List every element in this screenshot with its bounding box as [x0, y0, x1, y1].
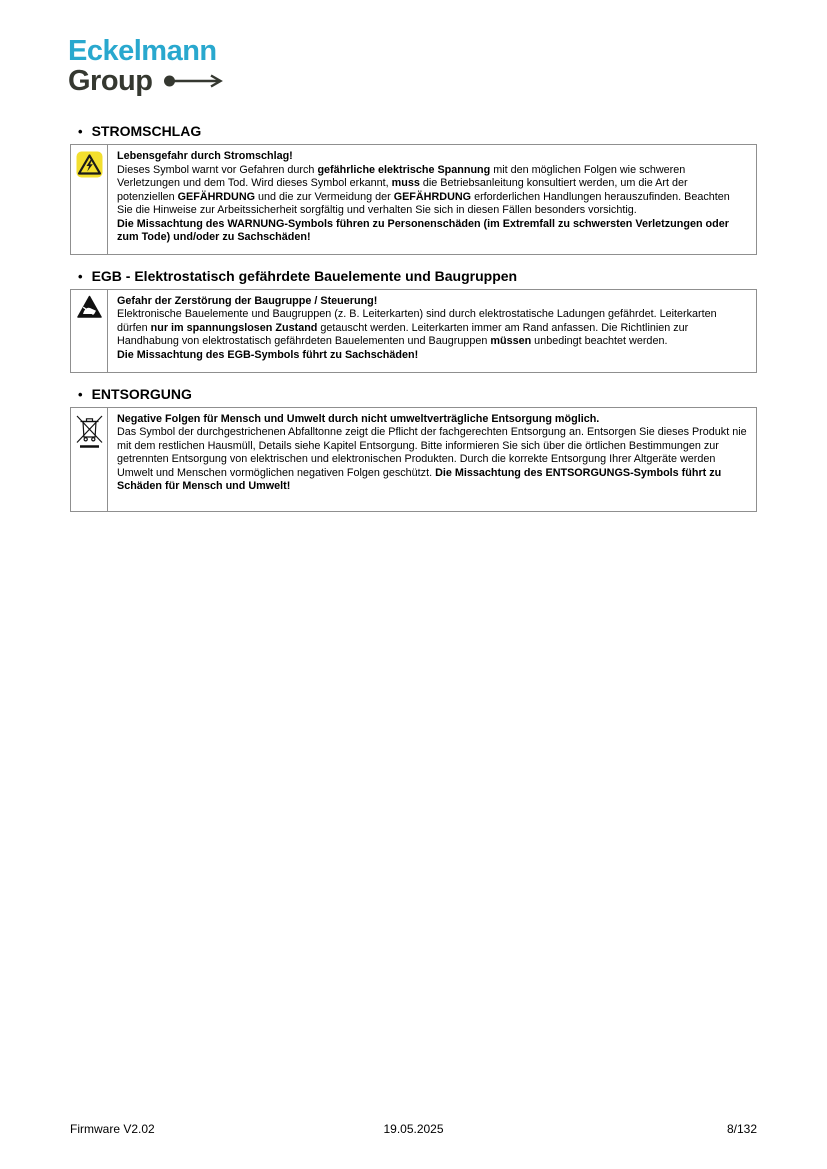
warning-consequence: Die Missachtung des WARNUNG-Symbols führen zu Personenschäden (im Extremfall zu schwersten Verletzungen oder zum Tode) und/oder zu Sachschäden! — [117, 217, 729, 243]
section-stromschlag — [70, 123, 757, 255]
warning-text — [108, 290, 756, 372]
warning-icon-cell — [71, 290, 108, 372]
warning-title: Negative Folgen für Mensch und Umwelt durch nicht umweltverträgliche Entsorgung möglich. — [117, 412, 600, 425]
warning-title: Lebensgefahr durch Stromschlag! — [117, 150, 293, 162]
warning-box-entsorgung — [70, 407, 757, 512]
section-entsorgung — [70, 386, 757, 512]
warning-title: Gefahr der Zerstörung der Baugruppe / Steuerung! — [117, 294, 378, 307]
page-content — [70, 0, 757, 512]
company-logo — [68, 36, 757, 96]
weee-crossed-bin-icon — [75, 413, 104, 450]
bullet: • — [78, 124, 83, 139]
warning-box-egb — [70, 289, 757, 373]
bullet: • — [78, 386, 83, 402]
bullet: • — [78, 268, 83, 284]
warning-consequence: Die Missachtung des EGB-Symbols führt zu Sachschäden! — [117, 348, 419, 361]
footer-date: 19.05.2025 — [383, 1122, 444, 1136]
warning-icon-cell — [71, 145, 108, 254]
logo-arrow-icon — [163, 73, 225, 89]
section-title: EGB - Elektrostatisch gefährdete Bauelemente und Baugruppen — [91, 267, 518, 284]
section-heading-entsorgung — [70, 386, 757, 402]
warning-icon-cell — [71, 408, 108, 511]
logo-text-eckelmann: Eckelmann — [68, 35, 217, 67]
section-title: STROMSCHLAG — [91, 123, 202, 139]
section-egb — [70, 268, 757, 373]
footer-page-number: 8/132 — [726, 1122, 757, 1136]
esd-warning-icon — [77, 295, 102, 319]
section-heading-egb — [70, 268, 757, 284]
section-title: ENTSORGUNG — [91, 385, 192, 402]
warning-text — [108, 408, 756, 511]
logo-text-group: Group — [68, 65, 153, 97]
footer-firmware-version: Firmware V2.02 — [70, 1122, 155, 1136]
warning-paragraph: Elektronische Bauelemente und Baugruppen (z. B. Leiterkarten) sind durch elektrostatische Ladungen gefährdet. Leiterkarten dürfen nur im spannungslosen Zustand getauscht werden. Leiterkarten immer am Rand anfassen. Die Richtlinien zur Handhabung von elektrostatisch gefährdeten Bauelementen und Baugruppen müssen unbedingt beachtet werden. — [117, 308, 717, 347]
warning-paragraph: Dieses Symbol warnt vor Gefahren durch gefährliche elektrische Spannung mit den möglichen Folgen wie schweren Verletzungen und dem Tod. Wird dieses Symbol erkannt, muss die Betriebsanleitung konsultiert werden, um die Art der potenziellen GEFÄHRDUNG und die zur Vermeidung der GEFÄHRDUNG erforderlichen Handlungen herauszufinden. Beachten Sie die Hinweise zur Arbeitssicherheit sorgfältig und verhalten Sie sich in diesen Fällen besonders vorsichtig. — [117, 163, 730, 216]
electric-shock-warning-icon — [76, 150, 103, 180]
section-heading-stromschlag — [70, 123, 757, 139]
warning-text — [108, 145, 756, 254]
warning-paragraph: Das Symbol der durchgestrichenen Abfalltonne zeigt die Pflicht der fachgerechten Entsorgung an. Entsorgen Sie dieses Produkt nie mit dem restlichen Hausmüll, Details siehe Kapitel Entsorgung. Bitte informieren Sie sich über die örtlichen Bestimmungen zur getrennten Entsorgung von elektrischen und elektronischen Produkten. Durch die korrekte Entsorgung Ihrer Altgeräte werden Umwelt und Menschen vormöglichen negativen Folgen geschützt. Die Missachtung des ENTSORGUNGS-Symbols führt zu Schäden für Mensch und Umwelt! — [117, 426, 747, 492]
logo-second-line — [68, 66, 757, 96]
warning-box-stromschlag — [70, 144, 757, 255]
